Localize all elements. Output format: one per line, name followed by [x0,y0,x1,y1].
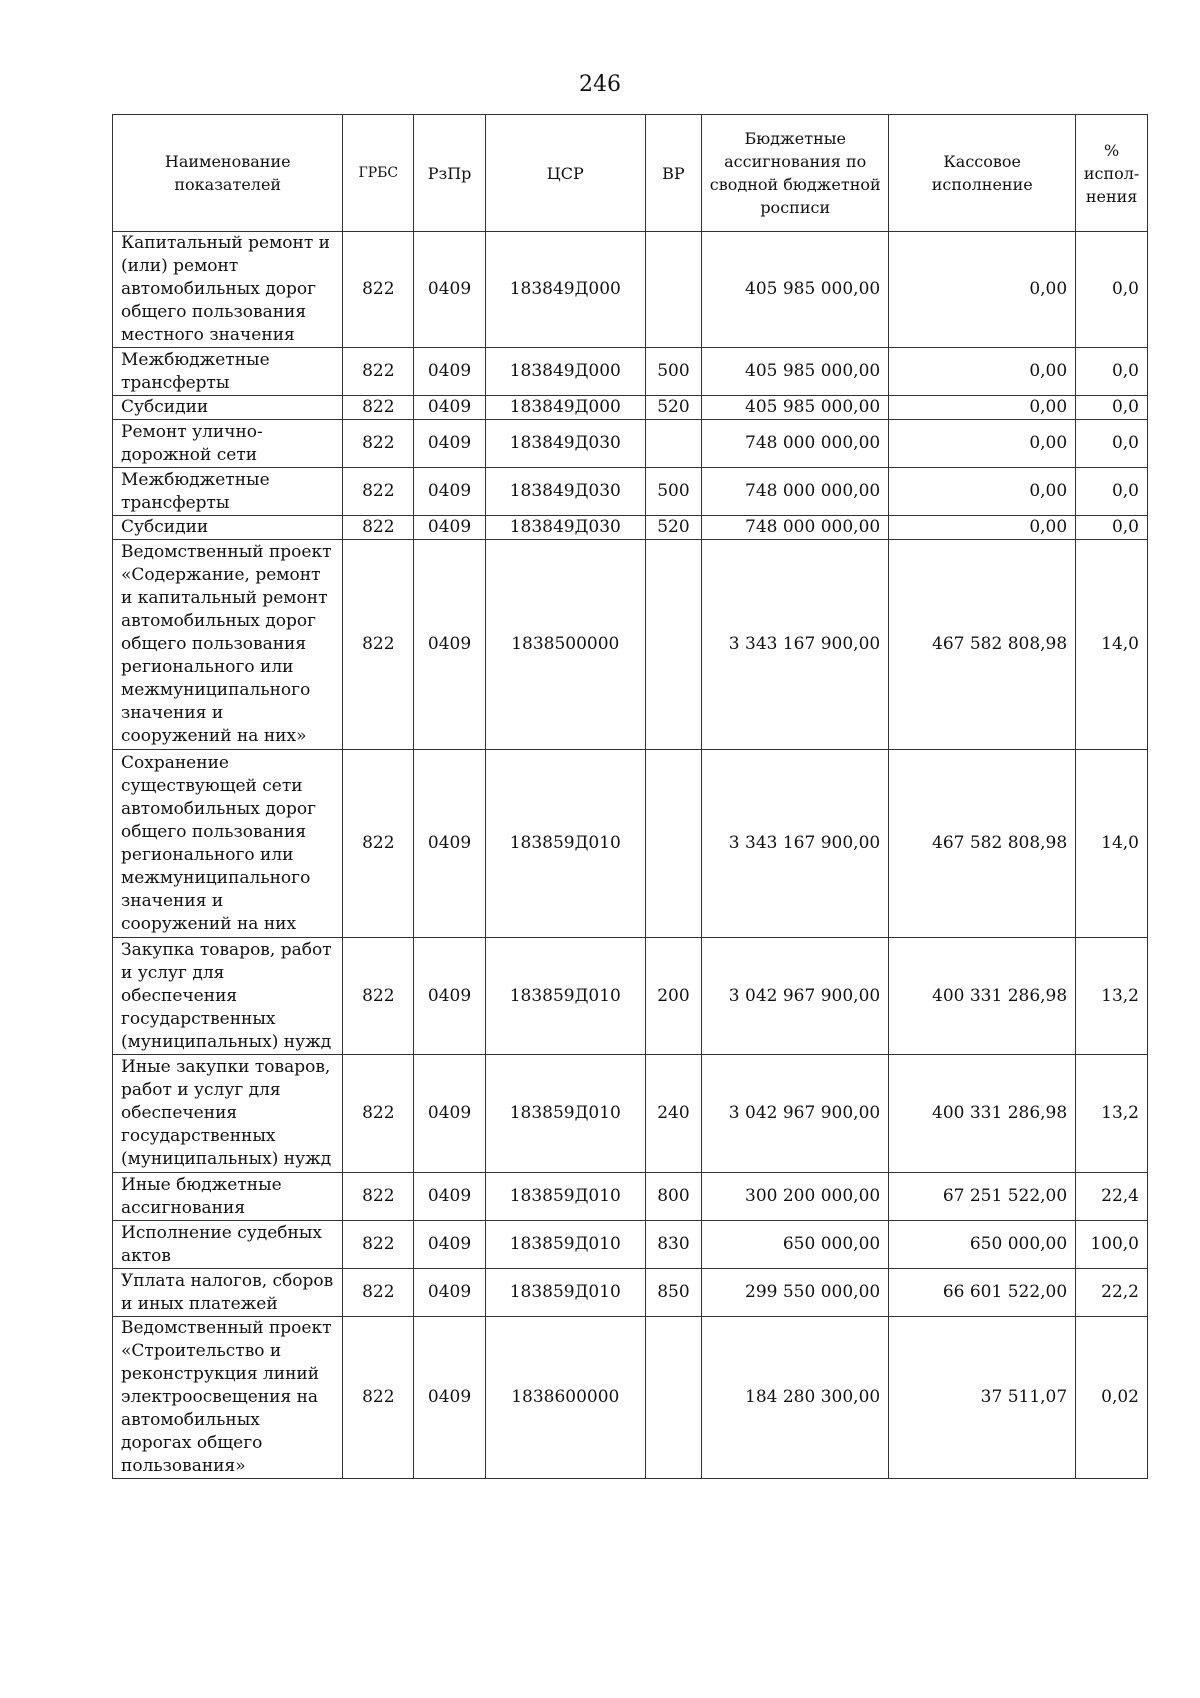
cell-name: Ремонт улично-дорожной сети [113,420,343,468]
header-pct: % испол-нения [1076,115,1148,232]
cell-cash: 467 582 808,98 [889,750,1076,938]
cell-rzpr: 0409 [414,396,486,420]
cell-cash: 0,00 [889,396,1076,420]
cell-rzpr: 0409 [414,516,486,540]
cell-vr: 850 [645,1269,702,1317]
cell-assign: 300 200 000,00 [702,1173,889,1221]
cell-rzpr: 0409 [414,468,486,516]
cell-cash: 0,00 [889,348,1076,396]
cell-assign: 405 985 000,00 [702,232,889,348]
cell-vr [645,232,702,348]
cell-csr: 183859Д010 [485,1221,645,1269]
cell-cash: 650 000,00 [889,1221,1076,1269]
cell-csr: 183859Д010 [485,1173,645,1221]
cell-csr: 183859Д010 [485,750,645,938]
table-row [113,468,1148,516]
cell-vr [645,420,702,468]
cell-grbs: 822 [343,396,414,420]
cell-csr: 183859Д010 [485,1055,645,1173]
cell-grbs: 822 [343,1221,414,1269]
budget-table [112,114,1148,1479]
cell-rzpr: 0409 [414,1269,486,1317]
cell-vr [645,540,702,750]
cell-pct: 0,0 [1076,420,1148,468]
cell-vr [645,1317,702,1479]
cell-rzpr: 0409 [414,1317,486,1479]
cell-csr: 183849Д030 [485,420,645,468]
table-row [113,540,1148,750]
cell-vr: 830 [645,1221,702,1269]
header-csr: ЦСР [485,115,645,232]
cell-cash: 66 601 522,00 [889,1269,1076,1317]
cell-vr: 500 [645,468,702,516]
cell-cash: 37 511,07 [889,1317,1076,1479]
cell-grbs: 822 [343,420,414,468]
cell-pct: 0,0 [1076,516,1148,540]
header-name: Наименование показателей [113,115,343,232]
cell-vr: 200 [645,938,702,1055]
cell-cash: 400 331 286,98 [889,1055,1076,1173]
cell-cash: 0,00 [889,232,1076,348]
cell-vr: 800 [645,1173,702,1221]
cell-grbs: 822 [343,516,414,540]
cell-csr: 183849Д030 [485,516,645,540]
cell-grbs: 822 [343,348,414,396]
cell-name: Иные бюджетные ассигнования [113,1173,343,1221]
cell-rzpr: 0409 [414,1055,486,1173]
cell-rzpr: 0409 [414,1173,486,1221]
cell-name: Закупка товаров, работ и услуг для обеспечения государственных (муниципальных) нужд [113,938,343,1055]
cell-assign: 3 343 167 900,00 [702,750,889,938]
cell-name: Межбюджетные трансферты [113,348,343,396]
cell-pct: 0,0 [1076,348,1148,396]
cell-csr: 1838600000 [485,1317,645,1479]
cell-assign: 3 042 967 900,00 [702,1055,889,1173]
cell-name: Ведомственный проект «Строительство и реконструкция линий электроосвещения на автомобильных дорогах общего пользования» [113,1317,343,1479]
cell-assign: 405 985 000,00 [702,396,889,420]
cell-grbs: 822 [343,750,414,938]
table-row [113,516,1148,540]
table-row [113,1269,1148,1317]
cell-pct: 0,02 [1076,1317,1148,1479]
cell-cash: 400 331 286,98 [889,938,1076,1055]
table-row [113,750,1148,938]
cell-vr [645,750,702,938]
cell-csr: 183859Д010 [485,1269,645,1317]
cell-pct: 22,2 [1076,1269,1148,1317]
cell-pct: 13,2 [1076,1055,1148,1173]
table-row [113,396,1148,420]
cell-assign: 748 000 000,00 [702,516,889,540]
cell-pct: 14,0 [1076,540,1148,750]
cell-name: Уплата налогов, сборов и иных платежей [113,1269,343,1317]
cell-pct: 13,2 [1076,938,1148,1055]
header-assign: Бюджетные ассигнования по сводной бюджетной росписи [702,115,889,232]
cell-cash: 67 251 522,00 [889,1173,1076,1221]
cell-grbs: 822 [343,232,414,348]
table-row [113,420,1148,468]
cell-pct: 0,0 [1076,468,1148,516]
cell-rzpr: 0409 [414,938,486,1055]
cell-name: Иные закупки товаров, работ и услуг для обеспечения государственных (муниципальных) нужд [113,1055,343,1173]
cell-name: Субсидии [113,396,343,420]
cell-assign: 748 000 000,00 [702,420,889,468]
cell-name: Субсидии [113,516,343,540]
cell-csr: 183849Д000 [485,396,645,420]
cell-vr: 520 [645,516,702,540]
cell-csr: 183849Д000 [485,348,645,396]
cell-vr: 520 [645,396,702,420]
cell-name: Исполнение судебных актов [113,1221,343,1269]
header-cash: Кассовое исполнение [889,115,1076,232]
header-vr: ВР [645,115,702,232]
header-rzpr: РзПр [414,115,486,232]
table-row [113,232,1148,348]
cell-name: Капитальный ремонт и (или) ремонт автомобильных дорог общего пользования местного значения [113,232,343,348]
table-row [113,348,1148,396]
cell-name: Сохранение существующей сети автомобильных дорог общего пользования регионального или межмуниципального значения и сооружений на них [113,750,343,938]
cell-pct: 0,0 [1076,232,1148,348]
table-row [113,1221,1148,1269]
table-row [113,938,1148,1055]
cell-grbs: 822 [343,938,414,1055]
cell-pct: 0,0 [1076,396,1148,420]
cell-rzpr: 0409 [414,348,486,396]
table-row [113,1317,1148,1479]
cell-name: Межбюджетные трансферты [113,468,343,516]
cell-cash: 0,00 [889,516,1076,540]
cell-csr: 183849Д000 [485,232,645,348]
cell-cash: 0,00 [889,468,1076,516]
cell-grbs: 822 [343,540,414,750]
cell-assign: 184 280 300,00 [702,1317,889,1479]
cell-csr: 183859Д010 [485,938,645,1055]
cell-grbs: 822 [343,1173,414,1221]
cell-rzpr: 0409 [414,540,486,750]
cell-assign: 299 550 000,00 [702,1269,889,1317]
cell-rzpr: 0409 [414,420,486,468]
cell-rzpr: 0409 [414,232,486,348]
cell-assign: 405 985 000,00 [702,348,889,396]
cell-cash: 0,00 [889,420,1076,468]
cell-name: Ведомственный проект «Содержание, ремонт и капитальный ремонт автомобильных дорог общего пользования регионального или межмуниципального значения и сооружений на них» [113,540,343,750]
cell-rzpr: 0409 [414,750,486,938]
cell-assign: 3 343 167 900,00 [702,540,889,750]
cell-csr: 1838500000 [485,540,645,750]
cell-cash: 467 582 808,98 [889,540,1076,750]
table-header-row [113,115,1148,232]
cell-vr: 240 [645,1055,702,1173]
cell-grbs: 822 [343,1055,414,1173]
cell-pct: 100,0 [1076,1221,1148,1269]
page-number: 246 [579,72,621,97]
cell-assign: 3 042 967 900,00 [702,938,889,1055]
cell-csr: 183849Д030 [485,468,645,516]
cell-rzpr: 0409 [414,1221,486,1269]
table-row [113,1055,1148,1173]
header-grbs: ГРБС [343,115,414,232]
cell-vr: 500 [645,348,702,396]
cell-pct: 22,4 [1076,1173,1148,1221]
cell-pct: 14,0 [1076,750,1148,938]
table-row [113,1173,1148,1221]
cell-grbs: 822 [343,468,414,516]
cell-assign: 650 000,00 [702,1221,889,1269]
cell-grbs: 822 [343,1317,414,1479]
cell-grbs: 822 [343,1269,414,1317]
cell-assign: 748 000 000,00 [702,468,889,516]
